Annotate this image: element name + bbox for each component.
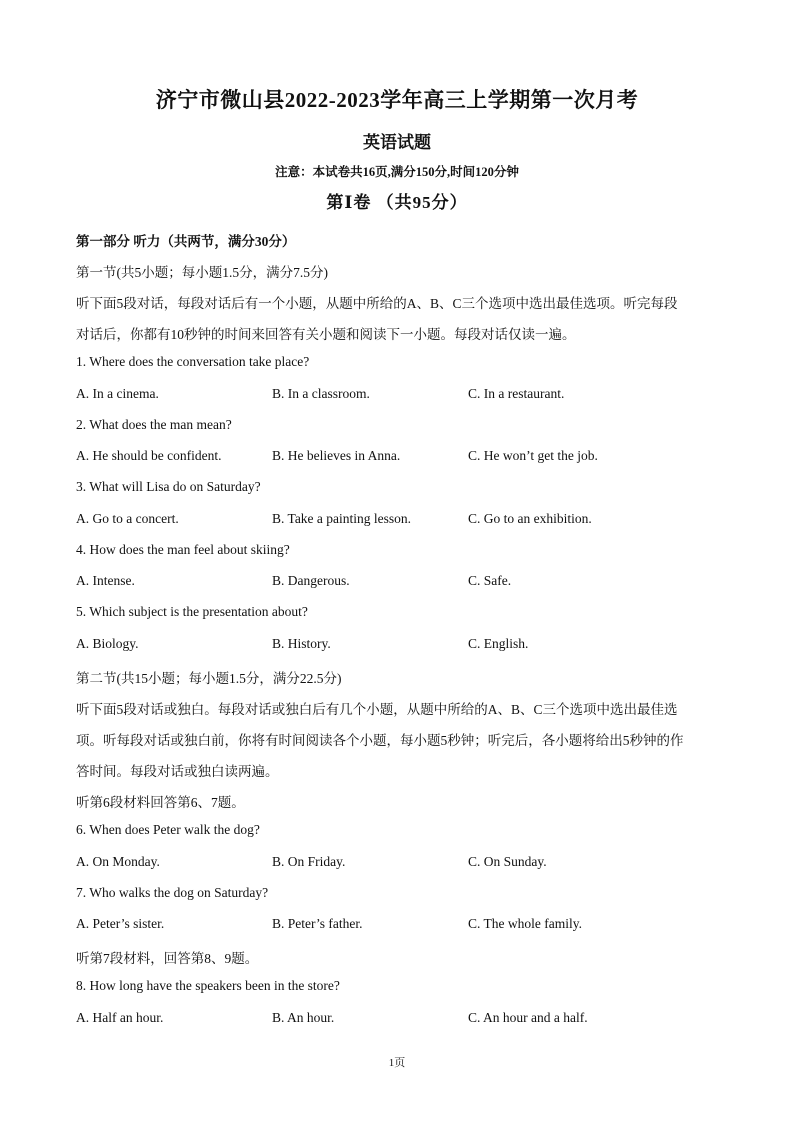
page-number: 1页 (388, 1057, 406, 1069)
q4-option-b: B. Dangerous. (272, 573, 350, 588)
q5-option-a: A. Biology. (76, 636, 139, 651)
q5-option-c: C. English. (468, 636, 529, 651)
q5-option-b: B. History. (272, 636, 331, 651)
q4-option-a: A. Intense. (76, 573, 135, 588)
exam-subtitle: 英语试题 (363, 133, 431, 152)
part1-heading: 第一部分 听力（共两节，满分30分） (76, 234, 296, 249)
q6-option-a: A. On Monday. (76, 854, 160, 869)
q1-option-c: C. In a restaurant. (468, 386, 565, 401)
question-1: 1. Where does the conversation take place? (76, 354, 310, 369)
volume-heading: 第Ⅰ卷 （共95分） (326, 193, 468, 212)
question-6: 6. When does Peter walk the dog? (76, 822, 260, 837)
question-2: 2. What does the man mean? (76, 417, 232, 432)
q1-option-b: B. In a classroom. (272, 386, 370, 401)
q3-option-b: B. Take a painting lesson. (272, 511, 412, 526)
q2-option-b: B. He believes in Anna. (272, 448, 401, 463)
q7-option-b: B. Peter’s father. (272, 916, 363, 931)
q8-option-b: B. An hour. (272, 1010, 335, 1025)
question-4: 4. How does the man feel about skiing? (76, 542, 290, 557)
section2-heading: 第二节(共15小题；每小题1.5分，满分22.5分) (76, 671, 342, 686)
section1-instruction-1: 听下面5段对话，每段对话后有一个小题，从题中所给的A、B、C三个选项中选出最佳选项。听完每段 (76, 296, 678, 311)
q8-option-a: A. Half an hour. (76, 1010, 164, 1025)
section2-instruction-1: 听下面5段对话或独白。每段对话或独白后有几个小题，从题中所给的A、B、C三个选项中选出最佳选 (76, 702, 678, 717)
material-7-heading: 听第7段材料，回答第8、9题。 (76, 951, 259, 966)
q6-option-c: C. On Sunday. (468, 854, 547, 869)
q3-option-a: A. Go to a concert. (76, 511, 179, 526)
q2-option-c: C. He won’t get the job. (468, 448, 598, 463)
exam-title: 济宁市微山县2022-2023学年高三上学期第一次月考 (155, 88, 639, 112)
section1-instruction-2: 对话后，你都有10秒钟的时间来回答有关小题和阅读下一小题。每段对话仅读一遍。 (76, 327, 576, 342)
q1-option-a: A. In a cinema. (76, 386, 159, 401)
question-7: 7. Who walks the dog on Saturday? (76, 885, 269, 900)
section2-instruction-2: 项。听每段对话或独白前，你将有时间阅读各个小题，每小题5秒钟；听完后，各小题将给出5秒钟的作 (76, 733, 684, 748)
q2-option-a: A. He should be confident. (76, 448, 222, 463)
section2-instruction-3: 答时间。每段对话或独白读两遍。 (76, 764, 279, 779)
material-6-heading: 听第6段材料回答第6、7题。 (76, 795, 245, 810)
q8-option-c: C. An hour and a half. (468, 1010, 588, 1025)
q7-option-c: C. The whole family. (468, 916, 582, 931)
q4-option-c: C. Safe. (468, 573, 512, 588)
question-3: 3. What will Lisa do on Saturday? (76, 479, 261, 494)
exam-note: 注意：本试卷共16页,满分150分,时间120分钟 (275, 165, 519, 179)
section1-heading: 第一节(共5小题；每小题1.5分，满分7.5分) (76, 265, 328, 280)
question-5: 5. Which subject is the presentation about? (76, 604, 308, 619)
q7-option-a: A. Peter’s sister. (76, 916, 165, 931)
question-8: 8. How long have the speakers been in the store? (76, 978, 340, 993)
q3-option-c: C. Go to an exhibition. (468, 511, 592, 526)
q6-option-b: B. On Friday. (272, 854, 346, 869)
